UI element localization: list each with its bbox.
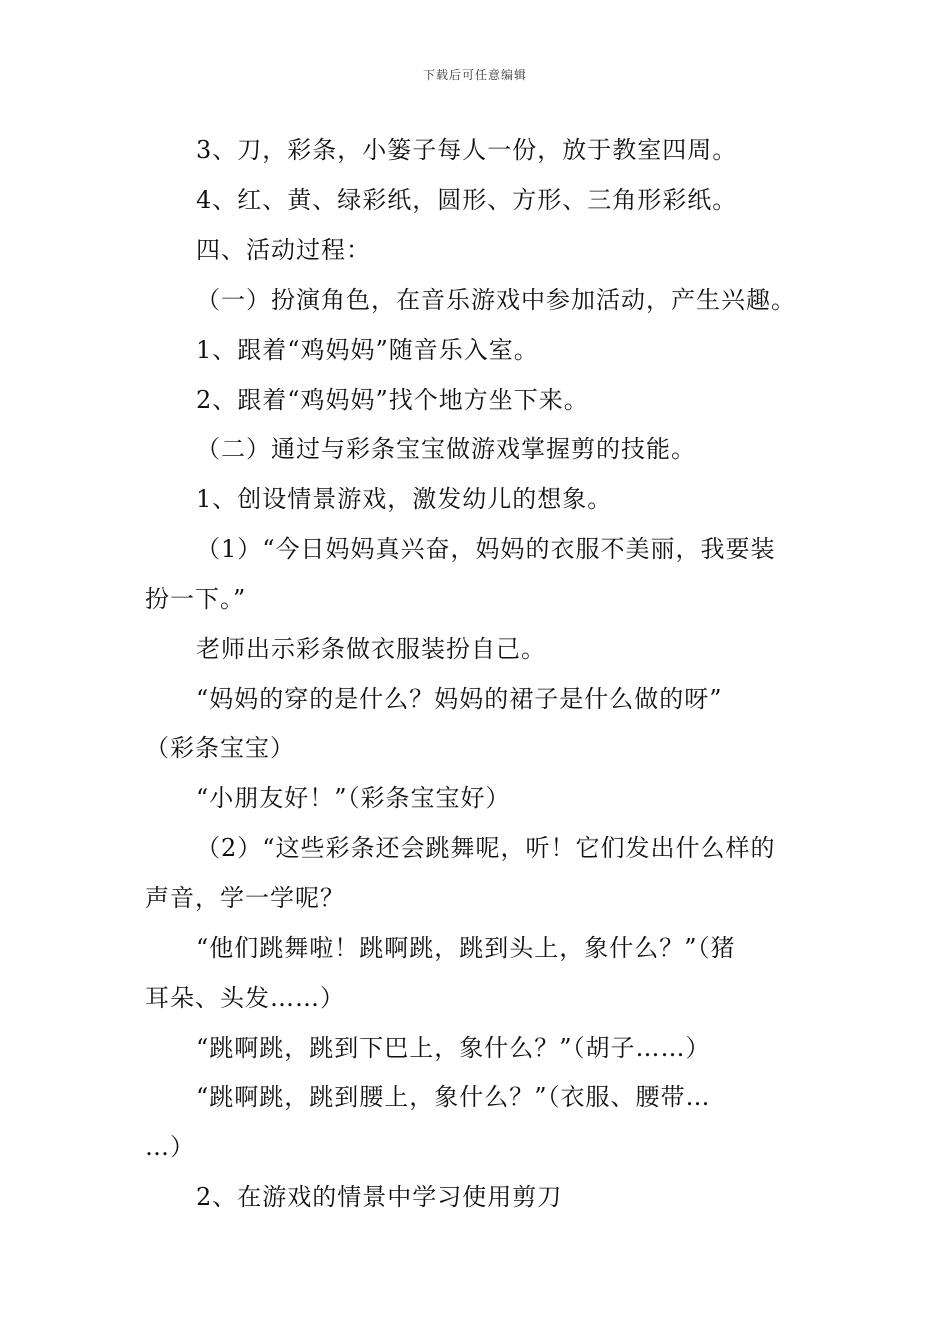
text-line: （二）通过与彩条宝宝做游戏掌握剪的技能。	[196, 435, 696, 463]
text-line: （一）扮演角色，在音乐游戏中参加活动，产生兴趣。	[196, 286, 796, 314]
text-line: 扮一下。”	[145, 585, 247, 613]
text-line: “小朋友好！”（彩条宝宝好）	[196, 784, 511, 812]
text-line: 声音，学一学呢？	[145, 884, 345, 912]
text-line: “跳啊跳，跳到下巴上，象什么？”（胡子……）	[196, 1034, 711, 1062]
text-line: 2、跟着“鸡妈妈”找个地方坐下来。	[196, 386, 589, 414]
text-line: 4、红、黄、绿彩纸，圆形、方形、三角形彩纸。	[196, 186, 738, 214]
text-line: 3、刀，彩条，小篓子每人一份，放于教室四周。	[196, 136, 738, 164]
page-header: 下载后可任意编辑	[422, 68, 527, 82]
text-line: 1、创设情景游戏，激发幼儿的想象。	[196, 485, 613, 513]
text-line: 1、跟着“鸡妈妈”随音乐入室。	[196, 336, 539, 364]
text-line: 老师出示彩条做衣服装扮自己。	[196, 635, 546, 663]
text-line: 四、活动过程：	[196, 236, 371, 264]
text-line: “跳啊跳，跳到腰上，象什么？”（衣服、腰带…	[196, 1083, 711, 1111]
text-line: “妈妈的穿的是什么？妈妈的裙子是什么做的呀”	[196, 685, 723, 713]
text-line: 2、在游戏的情景中学习使用剪刀	[196, 1183, 563, 1211]
text-line: （2）“这些彩条还会跳舞呢，听！它们发出什么样的	[196, 834, 776, 862]
text-line: 耳朵、头发……）	[145, 984, 345, 1012]
text-line: “他们跳舞啦！跳啊跳，跳到头上，象什么？”（猪	[196, 934, 736, 962]
text-line: （彩条宝宝）	[145, 734, 295, 762]
text-line: （1）“今日妈妈真兴奋，妈妈的衣服不美丽，我要装	[196, 535, 776, 563]
text-line: …）	[145, 1133, 195, 1161]
